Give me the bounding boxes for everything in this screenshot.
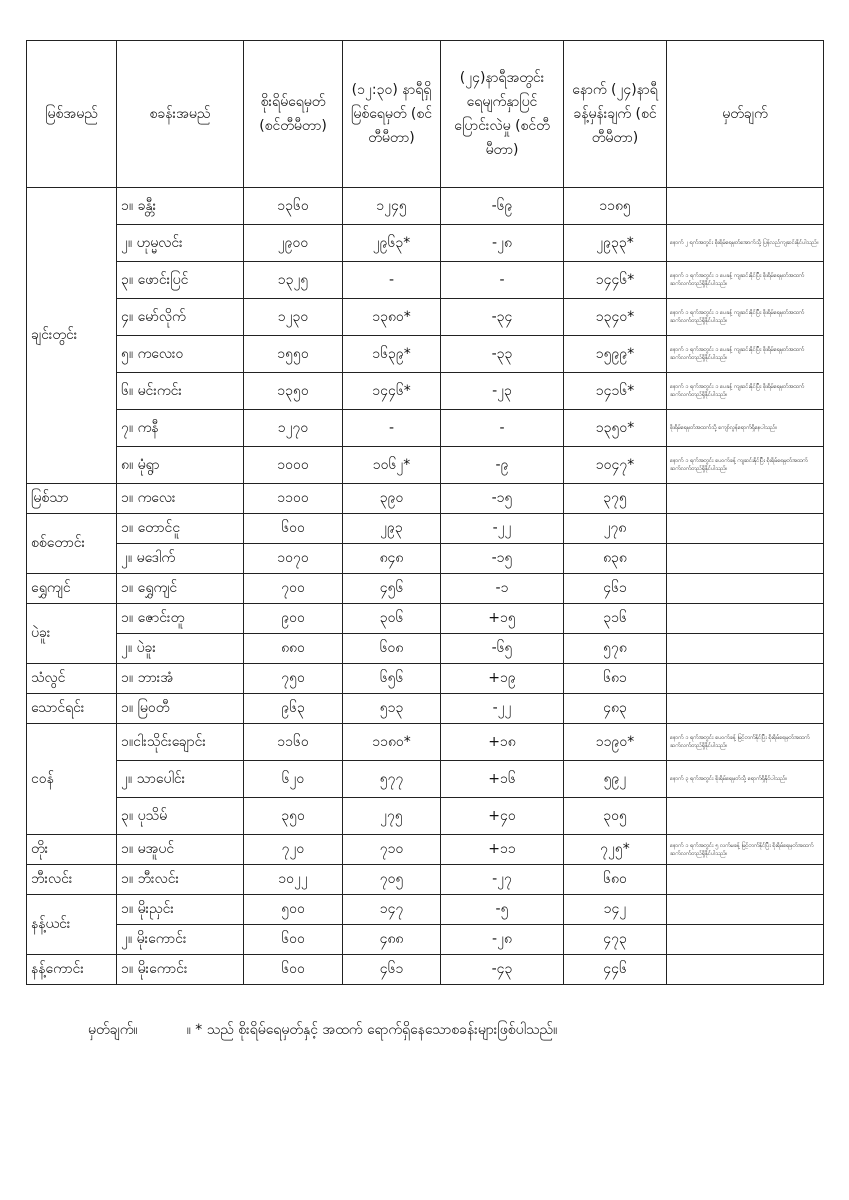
remark-cell xyxy=(667,664,824,694)
current-cell: ၅၇၇ xyxy=(343,761,441,798)
forecast-cell: ၄၇၃ xyxy=(564,925,667,955)
remark-cell: နောက် ၁ ရက်အတွင်း ပေဝက်ခန့် ကျဆင်းနိုင်ပြီး စိုးရိမ်ရေမှတ်အထက် ဆက်လက်တည်ရှိနိုင်ပါသည်။ xyxy=(667,447,824,484)
change-cell: +၁၉ xyxy=(441,664,564,694)
forecast-cell: ၃၇၅ xyxy=(564,484,667,514)
forecast-cell: ၁၄၁၆* xyxy=(564,373,667,410)
danger-cell: ၆၀၀ xyxy=(244,955,343,985)
remark-cell xyxy=(667,925,824,955)
remark-cell xyxy=(667,188,824,225)
change-cell: -၆၅ xyxy=(441,634,564,664)
danger-cell: ၆၂၀ xyxy=(244,761,343,798)
remark-cell xyxy=(667,604,824,634)
current-cell: ၃၉၀ xyxy=(343,484,441,514)
danger-cell: ၁၀၂၂ xyxy=(244,865,343,895)
table-row xyxy=(27,299,824,336)
forecast-cell: ၆၈၁ xyxy=(564,664,667,694)
table-row xyxy=(27,447,824,484)
forecast-cell: ၃၁၆ xyxy=(564,604,667,634)
remark-cell: နောက် ၁ ရက်အတွင်း ပေဝက်ခန့် မြင့်တက်နိုင်ပြီး စိုးရိမ်ရေမှတ်အထက် ဆက်လက်တည်ရှိနိုင်ပါသည်။ xyxy=(667,724,824,761)
remark-cell xyxy=(667,514,824,544)
remark-cell xyxy=(667,798,824,835)
table-row xyxy=(27,925,824,955)
danger-cell: ၃၅၀ xyxy=(244,798,343,835)
river-level-table xyxy=(26,40,824,985)
station-cell: ၁။ မိုးညှင်း xyxy=(117,895,244,925)
river-name-cell: ရွှေကျင် xyxy=(27,574,117,604)
danger-cell: ၇၅၀ xyxy=(244,664,343,694)
forecast-cell: ၁၅၉၉* xyxy=(564,336,667,373)
danger-cell: ၁၃၆၀ xyxy=(244,188,343,225)
table-row xyxy=(27,514,824,544)
forecast-cell: ၁၁၈၅ xyxy=(564,188,667,225)
remark-cell: နောက် ၁ ရက်အတွင်း ၁ ပေခန့် ကျဆင်းနိုင်ပြီး စိုးရိမ်ရေမှတ်အထက် ဆက်လက်တည်ရှိနိုင်ပါသည်။ xyxy=(667,262,824,299)
forecast-cell: ၃၀၅ xyxy=(564,798,667,835)
forecast-cell: ၅၇၈ xyxy=(564,634,667,664)
remark-cell xyxy=(667,694,824,724)
table-row xyxy=(27,865,824,895)
station-cell: ၅။ ကလေးဝ xyxy=(117,336,244,373)
remark-cell: နောက် ၁ ရက်အတွင်း ၁ ပေခန့် ကျဆင်းနိုင်ပြီး စိုးရိမ်ရေမှတ်အထက် ဆက်လက်တည်ရှိနိုင်ပါသည်။ xyxy=(667,299,824,336)
current-cell: ၅၁၃ xyxy=(343,694,441,724)
remark-cell: နောက် ၁ ရက်အတွင်း ၅ လက်မခန့် မြင့်တက်နိုင်ပြီး စိုးရိမ်ရေမှတ်အထက် ဆက်လက်တည်ရှိနိုင်ပါသည်။ xyxy=(667,835,824,865)
change-cell: -၃၄ xyxy=(441,299,564,336)
river-name-cell: မြစ်သာ xyxy=(27,484,117,514)
station-cell: ၂။ မဒေါက် xyxy=(117,544,244,574)
current-cell: ၁၁၈၀* xyxy=(343,724,441,761)
danger-cell: ၁၅၅၀ xyxy=(244,336,343,373)
station-cell: ၃။ ဖောင်းပြင် xyxy=(117,262,244,299)
river-name-cell: နန့်ကောင်း xyxy=(27,955,117,985)
change-cell: -၂၂ xyxy=(441,694,564,724)
change-cell: - xyxy=(441,410,564,447)
change-cell: -၅ xyxy=(441,895,564,925)
remark-cell: နောက် ၁ ရက်အတွင်း ၁ ပေခန့် ကျဆင်းနိုင်ပြီး စိုးရိမ်ရေမှတ်အထက် ဆက်လက်တည်ရှိနိုင်ပါသည်။ xyxy=(667,336,824,373)
change-cell: +၁၈ xyxy=(441,724,564,761)
change-cell: -၁၅ xyxy=(441,484,564,514)
danger-cell: ၉၀၀ xyxy=(244,604,343,634)
table-row xyxy=(27,410,824,447)
forecast-cell: ၅၉၂ xyxy=(564,761,667,798)
forecast-cell: ၂၉၃၃* xyxy=(564,225,667,262)
station-cell: ၄။ မော်လိုက် xyxy=(117,299,244,336)
danger-cell: ၈၈၀ xyxy=(244,634,343,664)
current-cell: ၇၀၅ xyxy=(343,865,441,895)
change-cell: -၃၃ xyxy=(441,336,564,373)
river-name-cell: ပဲခူး xyxy=(27,604,117,664)
change-cell: -၂၈ xyxy=(441,225,564,262)
table-row xyxy=(27,225,824,262)
station-cell: ၇။ ကနီ xyxy=(117,410,244,447)
danger-cell: ၁၁၆၀ xyxy=(244,724,343,761)
change-cell: -၂၃ xyxy=(441,373,564,410)
change-cell: +၁၆ xyxy=(441,761,564,798)
current-cell: ၄၈၈ xyxy=(343,925,441,955)
forecast-cell: ၁၄၄၆* xyxy=(564,262,667,299)
station-cell: ၁။ ဘားအံ xyxy=(117,664,244,694)
forecast-cell: ၄၈၃ xyxy=(564,694,667,724)
table-row xyxy=(27,634,824,664)
table-row xyxy=(27,724,824,761)
station-cell: ၁။ ဇောင်းတူ xyxy=(117,604,244,634)
danger-cell: ၇၀၀ xyxy=(244,574,343,604)
current-cell: ၁၃၈၀* xyxy=(343,299,441,336)
table-row xyxy=(27,694,824,724)
current-cell: - xyxy=(343,262,441,299)
danger-cell: ၉၆၃ xyxy=(244,694,343,724)
river-name-cell: တိုး xyxy=(27,835,117,865)
table-row xyxy=(27,544,824,574)
header-forecast: နောက် (၂၄)နာရီ ခန့်မှန်းချက် (စင်တီမီတာ) xyxy=(564,41,667,188)
current-cell: ၁၀၆၂* xyxy=(343,447,441,484)
current-cell: ၃၀၆ xyxy=(343,604,441,634)
station-cell: ၂။ သာပေါင်း xyxy=(117,761,244,798)
change-cell: +၄၀ xyxy=(441,798,564,835)
station-cell: ၁။ မအူပင် xyxy=(117,835,244,865)
table-row xyxy=(27,574,824,604)
station-cell: ၁။ ခန္တီး xyxy=(117,188,244,225)
remark-cell xyxy=(667,865,824,895)
station-cell: ၂။ ပဲခူး xyxy=(117,634,244,664)
forecast-cell: ၁၃၅၀* xyxy=(564,410,667,447)
river-name-cell: နန့်ယင်း xyxy=(27,895,117,955)
header-change: (၂၄)နာရီအတွင်း ရေမျက်နှာပြင် ပြောင်းလဲမှု (စင်တီမီတာ) xyxy=(441,41,564,188)
forecast-cell: ၁၀၄၇* xyxy=(564,447,667,484)
station-cell: ၃။ ပုသိမ် xyxy=(117,798,244,835)
footnote xyxy=(88,1020,557,1041)
station-cell: ၂။ မိုးကောင်း xyxy=(117,925,244,955)
remark-cell xyxy=(667,895,824,925)
header-remark: မှတ်ချက် xyxy=(667,41,824,188)
table-row xyxy=(27,955,824,985)
change-cell: - xyxy=(441,262,564,299)
forecast-cell: ၁၁၉၀* xyxy=(564,724,667,761)
current-cell: ၁၆၃၉* xyxy=(343,336,441,373)
river-name-cell: ငဝန် xyxy=(27,724,117,835)
change-cell: +၁၁ xyxy=(441,835,564,865)
remark-cell: နောက် ၁ ရက်အတွင်း ၁ ပေခန့် ကျဆင်းနိုင်ပြီး စိုးရိမ်ရေမှတ်အထက် ဆက်လက်တည်ရှိနိုင်ပါသည်။ xyxy=(667,373,824,410)
river-name-cell: ဘီးလင်း xyxy=(27,865,117,895)
current-cell: ၆၀၈ xyxy=(343,634,441,664)
current-cell: ၄၆၁ xyxy=(343,955,441,985)
danger-cell: ၁၃၅၀ xyxy=(244,373,343,410)
table-row xyxy=(27,798,824,835)
station-cell: ၁။ငါးသိုင်းချောင်း xyxy=(117,724,244,761)
table-body xyxy=(27,188,824,985)
change-cell: -၂၇ xyxy=(441,865,564,895)
table-row xyxy=(27,336,824,373)
current-cell: ၈၄၈ xyxy=(343,544,441,574)
forecast-cell: ၆၈၀ xyxy=(564,865,667,895)
current-cell: ၇၁၀ xyxy=(343,835,441,865)
current-cell: ၄၅၆ xyxy=(343,574,441,604)
current-cell: ၁၂၄၅ xyxy=(343,188,441,225)
station-cell: ၂။ ဟုမ္မလင်း xyxy=(117,225,244,262)
change-cell: +၁၅ xyxy=(441,604,564,634)
change-cell: -၆၉ xyxy=(441,188,564,225)
table-row xyxy=(27,373,824,410)
table-row xyxy=(27,761,824,798)
table-row xyxy=(27,484,824,514)
current-cell: ၂၉၃ xyxy=(343,514,441,544)
change-cell: -၁ xyxy=(441,574,564,604)
change-cell: -၂၈ xyxy=(441,925,564,955)
header-river: မြစ်အမည် xyxy=(27,41,117,188)
danger-cell: ၁၃၂၅ xyxy=(244,262,343,299)
table-row xyxy=(27,895,824,925)
forecast-cell: ၂၇၈ xyxy=(564,514,667,544)
current-cell: ၆၅၆ xyxy=(343,664,441,694)
table-row xyxy=(27,262,824,299)
river-name-cell: သံလွင် xyxy=(27,664,117,694)
footnote-text: ။ * သည် စိုးရိမ်ရေမှတ်နှင့် အထက် ရောက်ရှိနေသောစခန်းများဖြစ်ပါသည်။ xyxy=(186,1022,558,1038)
forecast-cell: ၁၄၂ xyxy=(564,895,667,925)
danger-cell: ၂၉၀၀ xyxy=(244,225,343,262)
river-name-cell: သောင်ရင်း xyxy=(27,694,117,724)
table-row xyxy=(27,188,824,225)
station-cell: ၈။ မုံရွာ xyxy=(117,447,244,484)
forecast-cell: ၇၂၅* xyxy=(564,835,667,865)
remark-cell xyxy=(667,955,824,985)
remark-cell xyxy=(667,574,824,604)
station-cell: ၁။ ကလေး xyxy=(117,484,244,514)
change-cell: -၉ xyxy=(441,447,564,484)
danger-cell: ၅၀၀ xyxy=(244,895,343,925)
header-current-level: (၁၂:၃၀) နာရီရှိ မြစ်ရေမှတ် (စင်တီမီတာ) xyxy=(343,41,441,188)
remark-cell: နောက် ၂ ရက်အတွင်း စိုးရိမ်ရေမှတ်အောက်သို့ ပြန်လည်ကျဆင်းနိုင်ပါသည်။ xyxy=(667,225,824,262)
remark-cell xyxy=(667,484,824,514)
header-station: စခန်းအမည် xyxy=(117,41,244,188)
danger-cell: ၁၁၀၀ xyxy=(244,484,343,514)
danger-cell: ၆၀၀ xyxy=(244,514,343,544)
change-cell: -၂၂ xyxy=(441,514,564,544)
change-cell: -၄၃ xyxy=(441,955,564,985)
station-cell: ၁။ တောင်ငူ xyxy=(117,514,244,544)
danger-cell: ၆၀၀ xyxy=(244,925,343,955)
danger-cell: ၁၀၀၀ xyxy=(244,447,343,484)
forecast-cell: ၄၆၁ xyxy=(564,574,667,604)
table-row xyxy=(27,604,824,634)
current-cell: ၁၄၄၆* xyxy=(343,373,441,410)
current-cell: ၂၉၆၃* xyxy=(343,225,441,262)
current-cell: ၂၇၅ xyxy=(343,798,441,835)
station-cell: ၆။ မင်းကင်း xyxy=(117,373,244,410)
station-cell: ၁။ ရွှေကျင် xyxy=(117,574,244,604)
table-row xyxy=(27,664,824,694)
forecast-cell: ၈၃၈ xyxy=(564,544,667,574)
remark-cell: နောက် ၃ ရက်အတွင်း စိုးရိမ်ရေမှတ်သို့ ရောက်ရှိနိုင်ပါသည်။ xyxy=(667,761,824,798)
table-row xyxy=(27,835,824,865)
forecast-cell: ၁၃၄၀* xyxy=(564,299,667,336)
remark-cell xyxy=(667,634,824,664)
danger-cell: ၁၀၇၀ xyxy=(244,544,343,574)
danger-cell: ၁၂၇၀ xyxy=(244,410,343,447)
current-cell: ၁၄၇ xyxy=(343,895,441,925)
danger-cell: ၁၂၃၀ xyxy=(244,299,343,336)
station-cell: ၁။ မြဝတီ xyxy=(117,694,244,724)
station-cell: ၁။ မိုးကောင်း xyxy=(117,955,244,985)
river-name-cell: ချင်းတွင်း xyxy=(27,188,117,484)
forecast-cell: ၄၄၆ xyxy=(564,955,667,985)
river-name-cell: စစ်တောင်း xyxy=(27,514,117,574)
footnote-label: မှတ်ချက်။ xyxy=(88,1022,138,1038)
change-cell: -၁၅ xyxy=(441,544,564,574)
station-cell: ၁။ ဘီးလင်း xyxy=(117,865,244,895)
header-danger-level: စိုးရိမ်ရေမှတ် (စင်တီမီတာ) xyxy=(244,41,343,188)
current-cell: - xyxy=(343,410,441,447)
remark-cell: စိုးရိမ်ရေမှတ်အထက်သို့ ကျော်လွန်ရောက်ရှိနေပါသည်။ xyxy=(667,410,824,447)
danger-cell: ၇၂၀ xyxy=(244,835,343,865)
remark-cell xyxy=(667,544,824,574)
